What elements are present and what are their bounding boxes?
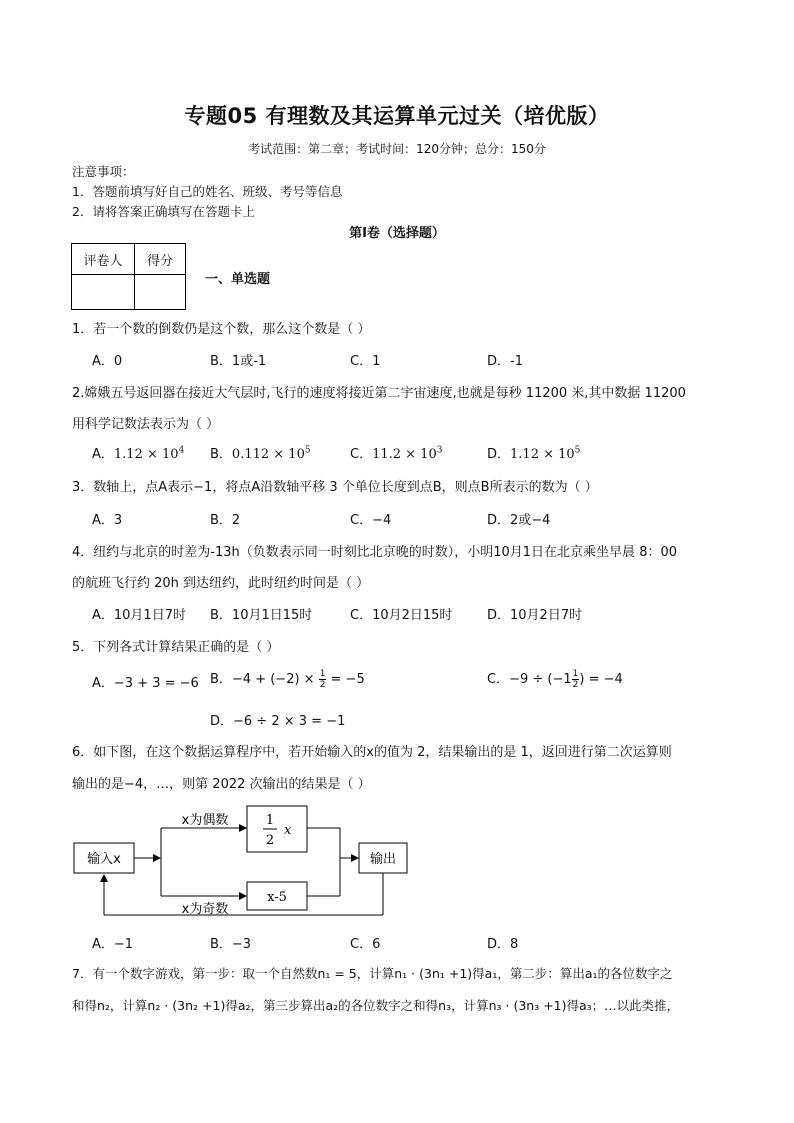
flowchart	[60, 798, 430, 920]
option-d[interactable]: D．$1.12 \times 10^5$	[487, 445, 581, 462]
notice-heading: 注意事项：	[72, 164, 135, 179]
question-1-stem: 1．若一个数的倒数仍是这个数，那么这个数是（ ）	[72, 322, 371, 337]
option-c[interactable]: C．$11.2 \times 10^3$	[350, 445, 443, 462]
option-a[interactable]: A．$1.12 \times 10^4$	[92, 445, 185, 462]
option-b[interactable]: B．−3	[210, 937, 252, 952]
option-a[interactable]: A．−1	[92, 937, 134, 952]
grade-table	[71, 243, 186, 310]
volume-title: 第Ⅰ卷（选择题）	[349, 226, 445, 241]
option-d[interactable]: D．−6 ÷ 2 × 3 = −1	[210, 714, 346, 729]
question-2-stem-cont: 用科学记数法表示为（ ）	[72, 417, 220, 432]
half-denominator: 2	[265, 833, 275, 848]
option-c[interactable]: C．6	[350, 937, 381, 952]
odd-label: x为奇数	[181, 902, 229, 917]
question-6-stem: 6．如下图，在这个数据运算程序中，若开始输入的x的值为 2，结果输出的是 1，返回进行第二次运算则	[72, 745, 672, 760]
question-4-stem-cont: 的航班飞行约 20h 到达纽约，此时纽约时间是（ ）	[72, 576, 370, 591]
option-b[interactable]: B．$0.112 \times 10^5$	[210, 445, 311, 462]
option-d[interactable]: D．-1	[487, 354, 523, 369]
option-a[interactable]: A．10月1日7时	[92, 608, 186, 623]
half-variable: x	[284, 823, 292, 838]
question-4-stem: 4．纽约与北京的时差为-13h（负数表示同一时刻比北京晚的时数），小明10月1日在北京乘坐早晨 8：00	[72, 545, 678, 560]
question-7-stem-cont: 和得n₂，计算n₂ · (3n₂ +1)得a₂，第三步算出a₂的各位数字之和得n₃，计算n₃ · (3n₃ +1)得a₃；…以此类推，	[72, 998, 680, 1013]
option-b[interactable]: B．2	[210, 513, 241, 528]
option-b[interactable]: B．1或-1	[210, 354, 267, 369]
question-7-stem: 7．有一个数字游戏，第一步：取一个自然数n₁ = 5，计算n₁ · (3n₁ +1)得a₁，第二步：算出a₁的各位数字之	[72, 966, 673, 981]
output-label: 输出	[369, 852, 397, 867]
option-b[interactable]: B．10月1日15时	[210, 608, 313, 623]
option-c[interactable]: C．10月2日15时	[350, 608, 453, 623]
exam-info: 考试范围：第二章；考试时间：120分钟；总分：150分	[248, 142, 546, 156]
grader-cell[interactable]	[72, 275, 135, 310]
notice-item: 1．答题前填写好自己的姓名、班级、考号等信息	[72, 184, 343, 199]
option-c[interactable]: C．−9 ÷ (−1 $\frac{1}{2}$ ) = −4	[487, 669, 623, 690]
score-header: 得分	[135, 244, 186, 275]
half-numerator: 1	[265, 813, 275, 828]
page-title: 专题05 有理数及其运算单元过关（培优版）	[184, 104, 610, 128]
option-a[interactable]: A．0	[92, 354, 123, 369]
question-2-stem: 2.嫦娥五号返回器在接近大气层时,飞行的速度将接近第二宇宙速度,也就是每秒 11200 米,其中数据 11200	[72, 386, 686, 401]
question-6-stem-cont: 输出的是−4，…，则第 2022 次输出的结果是（ ）	[72, 777, 371, 792]
option-c[interactable]: C．1	[350, 354, 381, 369]
option-b[interactable]: B．−4 + (−2) × $\frac{1}{2}$ = −5	[210, 669, 365, 690]
input-label: 输入x	[87, 852, 121, 867]
even-label: x为偶数	[181, 813, 229, 828]
score-cell[interactable]	[135, 275, 186, 310]
question-3-stem: 3．数轴上，点A表示−1，将点A沿数轴平移 3 个单位长度到点B，则点B所表示的数为（ ）	[72, 480, 598, 495]
minus-label: x-5	[267, 890, 287, 905]
notice-item: 2．请将答案正确填写在答题卡上	[72, 204, 255, 219]
option-d[interactable]: D．10月2日7时	[487, 608, 583, 623]
section-title: 一、单选题	[205, 272, 271, 287]
grader-header: 评卷人	[72, 244, 135, 275]
option-d[interactable]: D．2或−4	[487, 513, 551, 528]
question-5-stem: 5．下列各式计算结果正确的是（ ）	[72, 640, 280, 655]
option-a[interactable]: A．−3 + 3 = −6	[92, 676, 199, 691]
option-a[interactable]: A．3	[92, 513, 123, 528]
option-c[interactable]: C．−4	[350, 513, 392, 528]
option-d[interactable]: D．8	[487, 937, 519, 952]
